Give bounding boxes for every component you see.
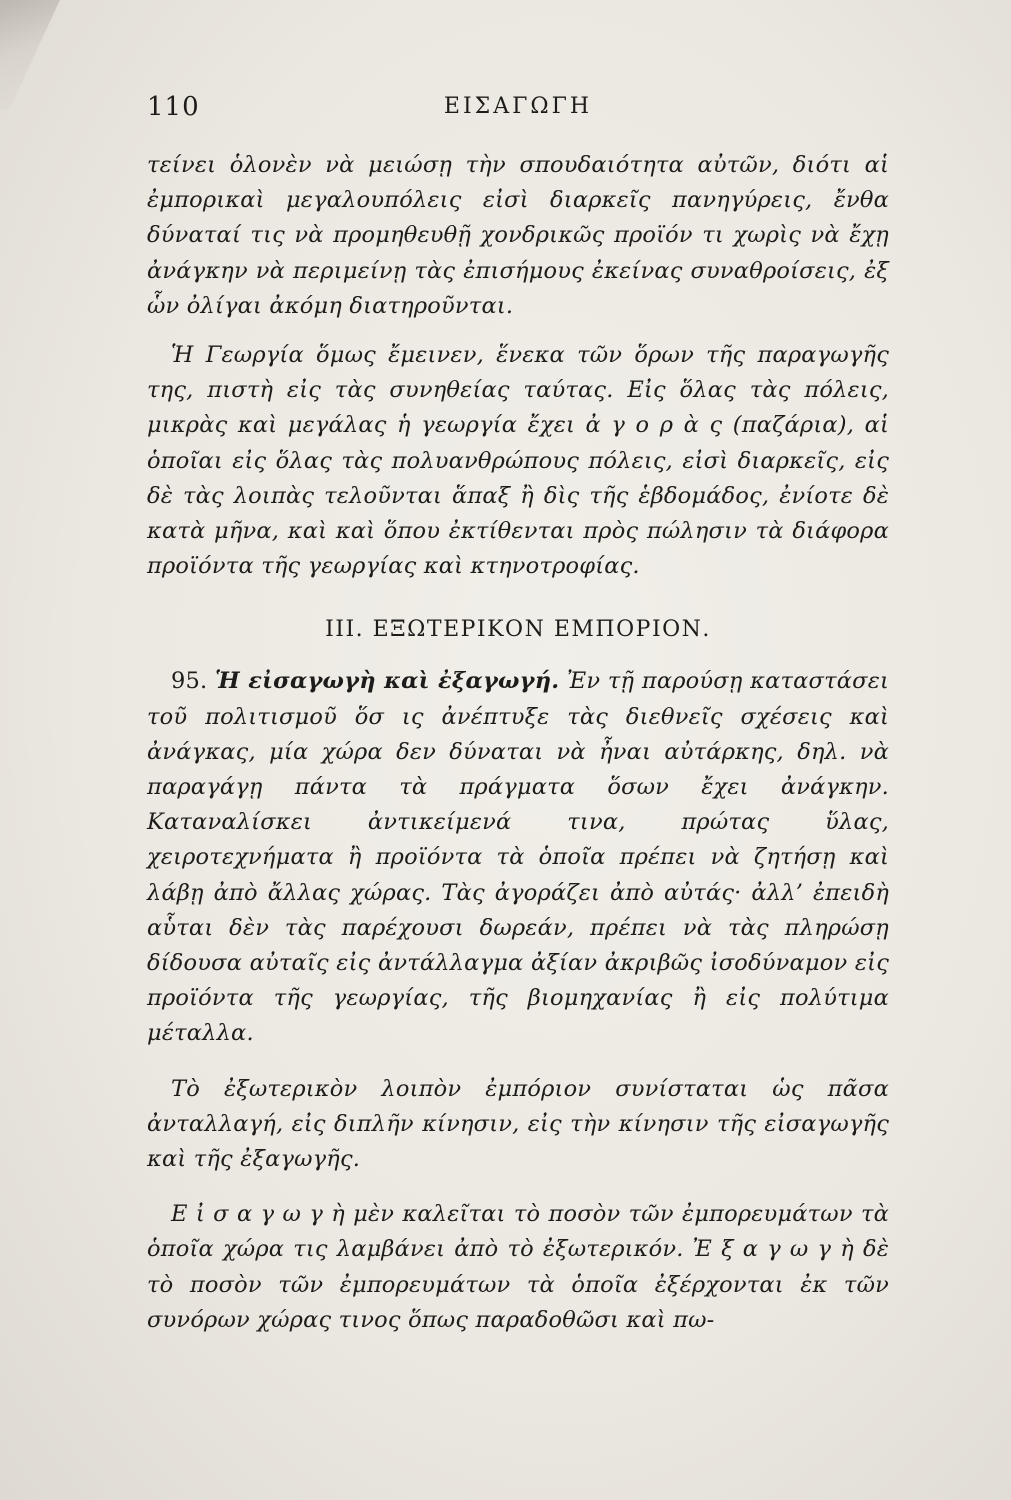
page-header <box>147 92 889 132</box>
paragraph-95-text: Ἐν τῇ παρούσῃ καταστάσει τοῦ πολιτισμοῦ ὅσ ις ἀνέπτυξε τὰς διεθνεῖς σχέσεις καὶ ἀνάγκας, μία χώρα δεν δύναται νὰ ἦναι αὐτάρκης, δηλ. νὰ παραγάγῃ πάντα τὰ πράγματα ὅσων ἔχει ἀνάγκην. Καταναλίσκει ἀντικείμενά τινα, πρώτας ὕλας, χειροτεχνήματα ἢ προϊόντα τὰ ὁποῖα πρέπει νὰ ζητήσῃ καὶ λάβῃ ἀπὸ ἄλλας χώρας. Τὰς ἀγοράζει ἀπὸ αὐτάς· ἀλλ’ ἐπειδὴ αὗται δὲν τὰς παρέχουσι δωρεάν, πρέπει νὰ τὰς πληρώσῃ δίδουσα αὐταῖς εἰς ἀντάλλαγμα ἀξίαν ἀκριβῶς ἰσοδύναμον εἰς προϊόντα τῆς γεωργίας, τῆς βιομηχανίας ἢ εἰς πολύτιμα μέταλλα. <box>147 668 890 1047</box>
paragraph-2: Ἡ Γεωργία ὅμως ἔμεινεν, ἕνεκα τῶν ὅρων τῆς παραγωγῆς της, πιστὴ εἰς τὰς συνηθείας ταύτας. Εἰς ὅλας τὰς πόλεις, μικρὰς καὶ μεγάλας ἡ γεωργία ἔχει ἀ γ ο ρ ὰ ς (παζάρια), αἱ ὁποῖαι εἰς ὅλας τὰς πολυανθρώπους πόλεις, εἰσὶ διαρκεῖς, εἰς δὲ τὰς λοιπὰς τελοῦνται ἅπαξ ἢ δὶς τῆς ἑβδομάδος, ἐνίοτε δὲ κατὰ μῆνα, καὶ καὶ ὅπου ἐκτίθενται πρὸς πώλησιν τὰ διάφορα προϊόντα τῆς γεωργίας καὶ κτηνοτροφίας. <box>147 342 889 580</box>
running-title: ΕΙΣΑΓΩΓΗ <box>443 94 593 119</box>
paragraph-title: Ἡ εἰσαγωγὴ καὶ ἐξαγωγή. <box>215 668 560 695</box>
paragraph-4: Τὸ ἐξωτερικὸν λοιπὸν ἐμπόριον συνίσταται ὡς πᾶσα ἀνταλλαγή, εἰς διπλῆν κίνησιν, εἰς τὴν κίνησιν τῆς εἰσαγωγῆς καὶ τῆς ἐξαγωγῆς. <box>147 1075 889 1173</box>
paragraph-1: τείνει ὁλονὲν νὰ μειώσῃ τὴν σπουδαιότητα αὐτῶν, διότι αἱ ἐμπορικαὶ μεγαλουπόλεις εἰσὶ διαρκεῖς πανηγύρεις, ἔνθα δύναταί τις νὰ προμηθευθῇ χονδρικῶς προϊόν τι χωρὶς νὰ ἔχῃ ἀνάγκην νὰ περιμείνῃ τὰς ἐπισήμους ἐκείνας συναθροίσεις, ἐξ ὧν ὀλίγαι ἀκόμη διατηροῦνται. <box>147 152 889 319</box>
section-heading: III. ΕΞΩΤΕΡΙΚΟΝ ΕΜΠΟΡΙΟΝ. <box>325 617 711 643</box>
paragraph-95 <box>147 664 889 1051</box>
paragraph-number: 95. <box>171 668 208 695</box>
body-text <box>147 148 889 1338</box>
worn-corner <box>0 0 60 110</box>
page-number: 110 <box>147 92 200 122</box>
paragraph-5: Ε ἰ σ α γ ω γ ὴ μὲν καλεῖται τὸ ποσὸν τῶν ἐμπορευμάτων τὰ ὁποῖα χώρα τις λαμβάνει ἀπὸ τὸ ἐξωτερικόν. Ἐ ξ α γ ω γ ὴ δὲ τὸ ποσὸν τῶν ἐμπορευμάτων τὰ ὁποῖα ἐξέρχονται ἐκ τῶν συνόρων χώρας τινος ὅπως παραδοθῶσι καὶ πω- <box>147 1201 889 1333</box>
